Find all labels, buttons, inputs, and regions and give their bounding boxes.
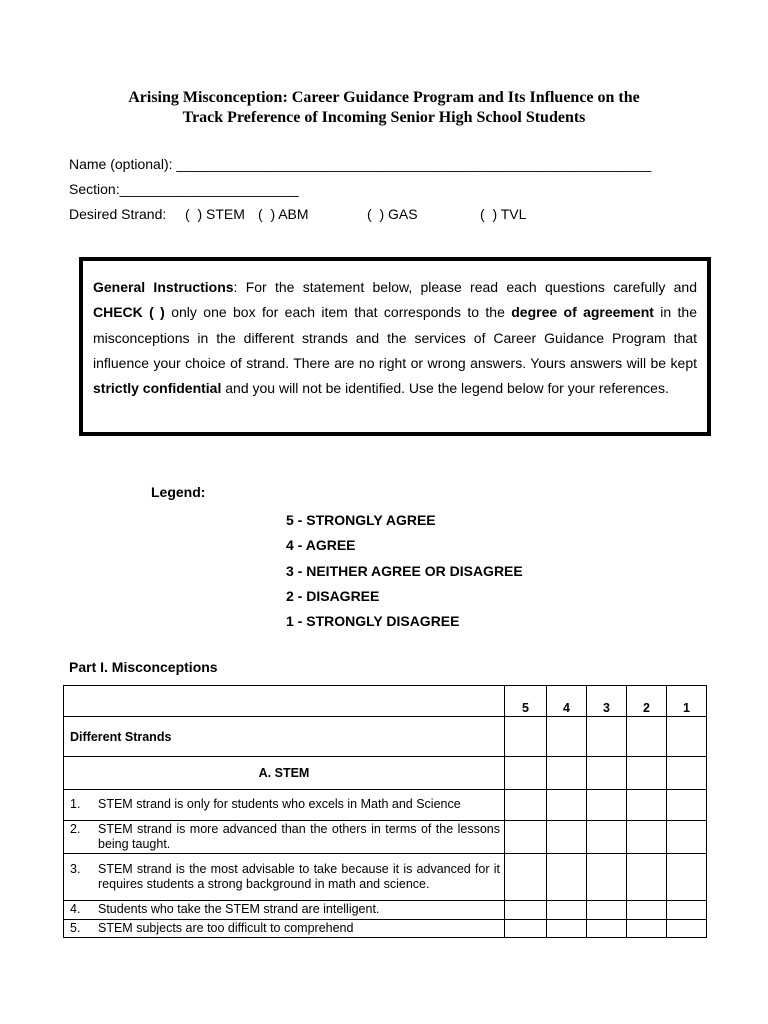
check-cell[interactable] [627, 757, 667, 790]
item-cell [64, 821, 505, 854]
item-cell [64, 854, 505, 901]
check-cell[interactable] [627, 717, 667, 757]
instructions-text-1: : For the statement below, please read each questions carefully and [233, 279, 697, 295]
scale-header-4: 4 [547, 686, 587, 717]
check-cell[interactable] [547, 717, 587, 757]
check-cell[interactable] [587, 757, 627, 790]
table-row [64, 854, 707, 901]
general-instructions-box [79, 257, 711, 436]
check-cell[interactable] [587, 717, 627, 757]
instructions-text-4: and you will not be identified. Use the legend below for your references. [221, 380, 669, 397]
check-cell[interactable] [627, 790, 667, 821]
legend-item-1: 1 - STRONGLY DISAGREE [286, 613, 460, 630]
strand-option-tvl[interactable]: ( ) TVL [480, 206, 527, 222]
name-field[interactable]: Name (optional): _____________________________________________________________ [69, 156, 652, 172]
check-cell[interactable] [587, 919, 627, 937]
check-cell[interactable] [667, 919, 707, 937]
instructions-text-2: only one box for each item that corresponds to the [164, 304, 512, 321]
strand-option-gas[interactable]: ( ) GAS [367, 206, 418, 222]
table-row [64, 790, 707, 821]
check-cell[interactable] [627, 901, 667, 919]
item-number: 2. [70, 822, 81, 836]
check-cell[interactable] [587, 790, 627, 821]
item-number: 1. [70, 797, 81, 812]
item-number: 5. [70, 920, 81, 935]
part-title: Part I. Misconceptions [69, 659, 218, 675]
item-cell [64, 919, 505, 937]
strand-option-abm[interactable]: ( ) ABM [258, 206, 309, 222]
instructions-confidential: strictly confidential [93, 380, 222, 397]
title-line-2: Track Preference of Incoming Senior High School Students [182, 109, 586, 126]
item-text: STEM strand is only for students who excels in Math and Science [98, 797, 461, 812]
section-label: A. STEM [64, 757, 505, 790]
legend-item-5: 5 - STRONGLY AGREE [286, 512, 436, 528]
check-cell[interactable] [667, 717, 707, 757]
item-text: STEM strand is more advanced than the others in terms of the lessons being taught. [98, 822, 500, 852]
check-cell[interactable] [547, 790, 587, 821]
check-cell[interactable] [505, 790, 547, 821]
check-cell[interactable] [505, 854, 547, 901]
group-label: Different Strands [64, 717, 505, 757]
check-cell[interactable] [505, 757, 547, 790]
check-cell[interactable] [505, 901, 547, 919]
instructions-text-3: in the misconceptions in the different strands and the services of Career Guidance Program that influence your choice of strand. There are no right or wrong answers. Yours answers will be kept [93, 304, 698, 371]
header-blank-cell [64, 686, 505, 717]
item-number: 4. [70, 902, 81, 917]
check-cell[interactable] [547, 757, 587, 790]
table-header-row [64, 686, 707, 717]
check-cell[interactable] [547, 821, 587, 854]
item-text: Students who take the STEM strand are intelligent. [98, 902, 380, 917]
item-number: 3. [70, 862, 81, 877]
group-row [64, 717, 707, 757]
item-cell [64, 901, 505, 919]
scale-header-2: 2 [627, 686, 667, 717]
check-cell[interactable] [587, 901, 627, 919]
check-cell[interactable] [667, 854, 707, 901]
scale-header-3: 3 [587, 686, 627, 717]
legend-item-4: 4 - AGREE [286, 537, 356, 554]
instructions-degree: degree of agreement [511, 304, 654, 321]
section-field[interactable]: Section:_______________________ [69, 181, 299, 197]
check-cell[interactable] [587, 821, 627, 854]
legend-item-3: 3 - NEITHER AGREE OR DISAGREE [286, 562, 523, 579]
check-cell[interactable] [627, 854, 667, 901]
legend-list [286, 508, 523, 634]
check-cell[interactable] [505, 821, 547, 854]
misconceptions-table [63, 685, 707, 938]
legend-item-2: 2 - DISAGREE [286, 587, 380, 604]
table-row [64, 901, 707, 919]
check-cell[interactable] [667, 790, 707, 821]
legend-label: Legend: [151, 484, 206, 500]
check-cell[interactable] [505, 717, 547, 757]
check-cell[interactable] [547, 854, 587, 901]
check-cell[interactable] [505, 919, 547, 937]
desired-strand-label: Desired Strand: [69, 206, 167, 222]
check-cell[interactable] [547, 919, 587, 937]
check-cell[interactable] [587, 854, 627, 901]
title-line-1: Arising Misconception: Career Guidance Program and Its Influence on the [128, 89, 640, 106]
table-row [64, 821, 707, 854]
check-cell[interactable] [667, 901, 707, 919]
section-row [64, 757, 707, 790]
scale-header-1: 1 [667, 686, 707, 717]
instructions-check: CHECK ( ) [93, 304, 165, 321]
item-text: STEM subjects are too difficult to comprehend [98, 920, 354, 935]
check-cell[interactable] [547, 901, 587, 919]
check-cell[interactable] [627, 919, 667, 937]
check-cell[interactable] [667, 821, 707, 854]
check-cell[interactable] [667, 757, 707, 790]
scale-header-5: 5 [505, 686, 547, 717]
document-title [0, 88, 768, 128]
strand-option-stem[interactable]: ( ) STEM [185, 206, 245, 222]
table-row [64, 919, 707, 937]
instructions-heading: General Instructions [93, 279, 234, 295]
check-cell[interactable] [627, 821, 667, 854]
item-text: STEM strand is the most advisable to take because it is advanced for it requires students a strong background in math and science. [98, 862, 500, 892]
item-cell [64, 790, 505, 821]
